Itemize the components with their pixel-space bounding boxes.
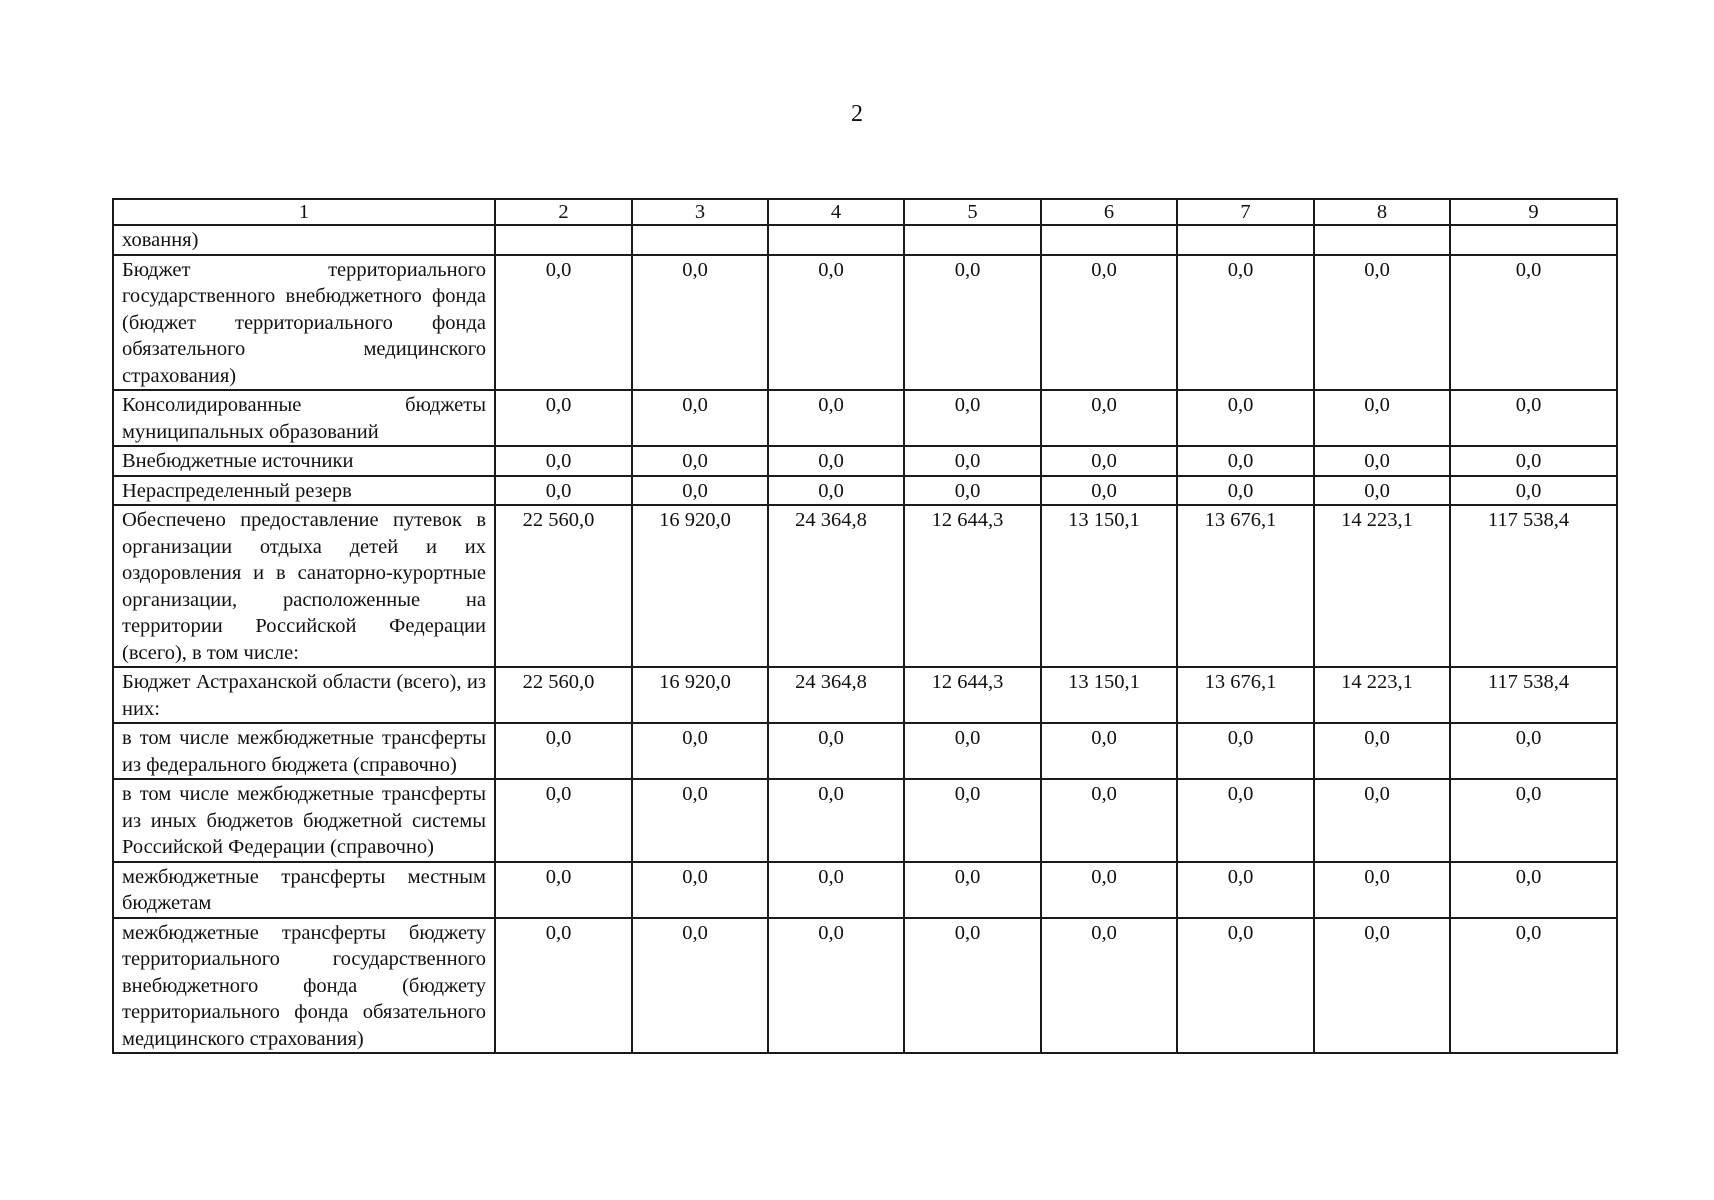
value-cell: 0,0 — [768, 918, 904, 1054]
value-cell: 16 920,0 — [632, 667, 768, 723]
value-cell — [904, 225, 1041, 255]
value-cell: 0,0 — [632, 918, 768, 1054]
value-cell: 0,0 — [632, 255, 768, 391]
row-label: Бюджет территориального государственного внебюджетного фонда (бюджет территориального фонда обязательного медицинского страхования) — [113, 255, 495, 391]
column-header: 1 — [113, 199, 495, 225]
value-cell: 0,0 — [904, 779, 1041, 862]
column-header: 3 — [632, 199, 768, 225]
value-cell: 24 364,8 — [768, 667, 904, 723]
value-cell — [495, 225, 632, 255]
row-label: в том числе межбюджетные трансферты из иных бюджетов бюджетной системы Российской Федерации (справочно) — [113, 779, 495, 862]
value-cell: 14 223,1 — [1314, 667, 1450, 723]
value-cell: 0,0 — [1314, 446, 1450, 476]
value-cell: 0,0 — [768, 723, 904, 779]
value-cell: 22 560,0 — [495, 667, 632, 723]
value-cell: 0,0 — [904, 918, 1041, 1054]
value-cell: 0,0 — [1314, 723, 1450, 779]
value-cell: 0,0 — [1177, 446, 1314, 476]
value-cell: 0,0 — [1450, 446, 1617, 476]
value-cell: 0,0 — [495, 862, 632, 918]
table-row — [113, 918, 1617, 1054]
table-row — [113, 779, 1617, 862]
value-cell: 0,0 — [904, 723, 1041, 779]
value-cell: 0,0 — [632, 476, 768, 506]
value-cell: 0,0 — [904, 862, 1041, 918]
value-cell: 13 150,1 — [1041, 505, 1177, 667]
column-header: 2 — [495, 199, 632, 225]
value-cell: 0,0 — [1314, 918, 1450, 1054]
value-cell: 0,0 — [768, 476, 904, 506]
value-cell: 0,0 — [1314, 862, 1450, 918]
value-cell: 0,0 — [1314, 255, 1450, 391]
value-cell — [1041, 225, 1177, 255]
value-cell: 0,0 — [1177, 918, 1314, 1054]
value-cell: 117 538,4 — [1450, 667, 1617, 723]
table-row — [113, 505, 1617, 667]
column-header: 4 — [768, 199, 904, 225]
column-header: 6 — [1041, 199, 1177, 225]
value-cell — [1177, 225, 1314, 255]
value-cell: 0,0 — [768, 390, 904, 446]
value-cell — [768, 225, 904, 255]
value-cell: 0,0 — [1177, 390, 1314, 446]
value-cell: 0,0 — [1041, 779, 1177, 862]
value-cell: 0,0 — [1177, 255, 1314, 391]
table-header — [113, 199, 1617, 225]
row-label: Нераспределенный резерв — [113, 476, 495, 506]
value-cell: 0,0 — [904, 446, 1041, 476]
table-row — [113, 390, 1617, 446]
table-row — [113, 862, 1617, 918]
value-cell: 0,0 — [1041, 723, 1177, 779]
table-row — [113, 723, 1617, 779]
value-cell: 12 644,3 — [904, 505, 1041, 667]
row-label: Бюджет Астраханской области (всего), из них: — [113, 667, 495, 723]
value-cell: 0,0 — [632, 723, 768, 779]
value-cell: 0,0 — [495, 723, 632, 779]
value-cell — [1450, 225, 1617, 255]
value-cell: 0,0 — [1314, 390, 1450, 446]
value-cell: 0,0 — [904, 255, 1041, 391]
value-cell: 0,0 — [1450, 476, 1617, 506]
value-cell: 13 150,1 — [1041, 667, 1177, 723]
value-cell: 0,0 — [904, 390, 1041, 446]
column-header: 5 — [904, 199, 1041, 225]
value-cell: 0,0 — [768, 255, 904, 391]
value-cell: 0,0 — [1450, 390, 1617, 446]
value-cell: 0,0 — [1041, 255, 1177, 391]
value-cell: 0,0 — [768, 446, 904, 476]
row-label: Обеспечено предоставление путевок в организации отдыха детей и их оздоровления и в санаторно-курортные организации, расположенные на территории Российской Федерации (всего), в том числе: — [113, 505, 495, 667]
value-cell: 0,0 — [495, 390, 632, 446]
value-cell: 12 644,3 — [904, 667, 1041, 723]
table-row — [113, 225, 1617, 255]
value-cell: 0,0 — [1450, 779, 1617, 862]
value-cell: 0,0 — [632, 390, 768, 446]
value-cell: 0,0 — [495, 446, 632, 476]
column-header: 8 — [1314, 199, 1450, 225]
value-cell: 0,0 — [632, 862, 768, 918]
value-cell: 0,0 — [632, 779, 768, 862]
value-cell: 0,0 — [632, 446, 768, 476]
value-cell: 0,0 — [1041, 476, 1177, 506]
column-header: 7 — [1177, 199, 1314, 225]
value-cell: 0,0 — [1041, 390, 1177, 446]
value-cell: 0,0 — [495, 255, 632, 391]
value-cell: 22 560,0 — [495, 505, 632, 667]
header-row — [113, 199, 1617, 225]
value-cell: 0,0 — [1314, 476, 1450, 506]
value-cell: 0,0 — [1041, 862, 1177, 918]
value-cell — [1314, 225, 1450, 255]
value-cell: 24 364,8 — [768, 505, 904, 667]
value-cell: 0,0 — [1450, 723, 1617, 779]
table-row — [113, 446, 1617, 476]
value-cell: 13 676,1 — [1177, 667, 1314, 723]
table-row — [113, 667, 1617, 723]
value-cell: 0,0 — [768, 779, 904, 862]
row-label: Консолидированные бюджеты муниципальных образований — [113, 390, 495, 446]
budget-table — [112, 198, 1618, 1054]
value-cell: 0,0 — [1041, 918, 1177, 1054]
value-cell: 117 538,4 — [1450, 505, 1617, 667]
row-label: Внебюджетные источники — [113, 446, 495, 476]
value-cell: 0,0 — [495, 476, 632, 506]
row-label: межбюджетные трансферты местным бюджетам — [113, 862, 495, 918]
value-cell: 0,0 — [1450, 255, 1617, 391]
value-cell: 0,0 — [1177, 779, 1314, 862]
table-row — [113, 255, 1617, 391]
value-cell: 0,0 — [1177, 723, 1314, 779]
row-label: ховання) — [113, 225, 495, 255]
value-cell: 0,0 — [1450, 862, 1617, 918]
value-cell: 0,0 — [768, 862, 904, 918]
value-cell — [632, 225, 768, 255]
table-body — [113, 225, 1617, 1053]
value-cell: 0,0 — [495, 918, 632, 1054]
column-header: 9 — [1450, 199, 1617, 225]
page-number: 2 — [851, 101, 863, 127]
value-cell: 0,0 — [1177, 862, 1314, 918]
value-cell: 0,0 — [1041, 446, 1177, 476]
value-cell: 0,0 — [1314, 779, 1450, 862]
value-cell: 14 223,1 — [1314, 505, 1450, 667]
value-cell: 0,0 — [904, 476, 1041, 506]
table-row — [113, 476, 1617, 506]
value-cell: 0,0 — [495, 779, 632, 862]
value-cell: 0,0 — [1177, 476, 1314, 506]
value-cell: 16 920,0 — [632, 505, 768, 667]
row-label: в том числе межбюджетные трансферты из федерального бюджета (справочно) — [113, 723, 495, 779]
row-label: межбюджетные трансферты бюджету территориального государственного внебюджетного фонда (бюджету территориального фонда обязательного медицинского страхования) — [113, 918, 495, 1054]
value-cell: 0,0 — [1450, 918, 1617, 1054]
value-cell: 13 676,1 — [1177, 505, 1314, 667]
